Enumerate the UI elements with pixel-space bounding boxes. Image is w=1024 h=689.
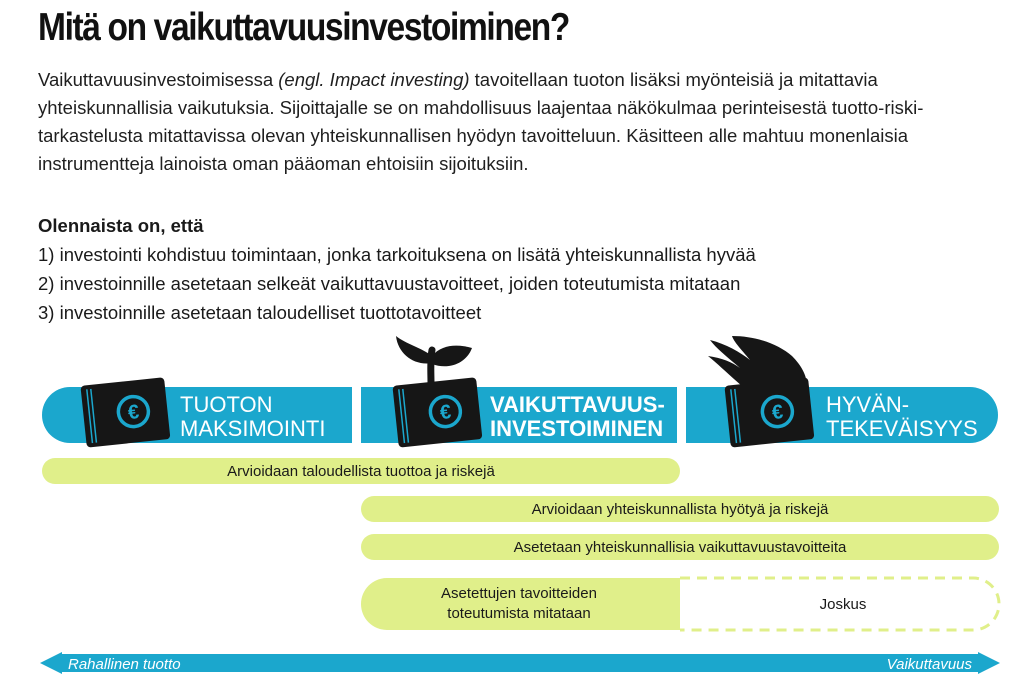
axis-label-left: Rahallinen tuotto — [68, 656, 181, 673]
sprout-icon — [396, 336, 472, 384]
measure-label-line2: toteutumista mitataan — [447, 605, 591, 622]
svg-text:€: € — [126, 401, 141, 425]
criteria-item: 1) investointi kohdistuu toimintaan, jonka tarkoituksena on lisätä yhteiskunnallista hyvää — [38, 244, 756, 265]
row-label: Arvioidaan yhteiskunnallista hyötyä ja riskejä — [531, 501, 829, 518]
category-label-line1: HYVÄN- — [826, 392, 910, 417]
intro-text-rest: tavoitellaan tuoton lisäksi myönteisiä ja mitattavia yhteiskunnallisia vaikutuksia. Sijoittajalle se on mahdollisuus laajentaa näkökulmaa perinteisestä tuotto-riski-tarkastelusta mitattavissa olevan yhteiskunnallisen hyödyn tavoitteluun. Käsitteen alle mahtuu monenlaisia instrumentteja lainoista oman pääoman ehtoisiin sijoituksiin. — [38, 69, 924, 174]
category-label-line1: TUOTON — [180, 392, 273, 417]
category-label-line2: MAKSIMOINTI — [180, 416, 326, 441]
intro-text-start: Vaikuttavuusinvestoimisessa — [38, 69, 279, 90]
criteria-item: 3) investoinnille asetetaan taloudelliset tuottotavoitteet — [38, 302, 482, 323]
axis-label-right: Vaikuttavuus — [886, 656, 972, 673]
winged-wallet-icon — [724, 377, 814, 447]
sprout-wallet-icon — [392, 377, 482, 447]
criteria-heading: Olennaista on, että — [38, 215, 204, 236]
svg-text:€: € — [770, 401, 785, 425]
svg-text:€: € — [438, 401, 453, 425]
criteria-list — [38, 240, 756, 327]
criteria-item: 2) investoinnille asetetaan selkeät vaikuttavuustavoitteet, joiden toteutumista mitataan — [38, 273, 741, 294]
spectrum-diagram — [0, 330, 1024, 689]
measure-label-line1: Asetettujen tavoitteiden — [441, 585, 597, 602]
row-label: Asetetaan yhteiskunnallisia vaikuttavuustavoitteita — [513, 539, 847, 556]
sometimes-label: Joskus — [819, 596, 867, 613]
wing-icon — [708, 336, 806, 386]
intro-english-term: (engl. Impact investing) — [278, 69, 470, 90]
category-label-line2: TEKEVÄISYYS — [826, 416, 978, 441]
axis-arrow — [40, 652, 1000, 674]
page-title: Mitä on vaikuttavuusinvestoiminen? — [38, 6, 569, 49]
wallet-euro-icon — [80, 377, 170, 447]
category-label-line1: VAIKUTTAVUUS- — [490, 392, 665, 417]
row-label: Arvioidaan taloudellista tuottoa ja riskejä — [227, 463, 495, 480]
category-label-line2: INVESTOIMINEN — [490, 416, 664, 441]
intro-paragraph — [38, 66, 998, 178]
